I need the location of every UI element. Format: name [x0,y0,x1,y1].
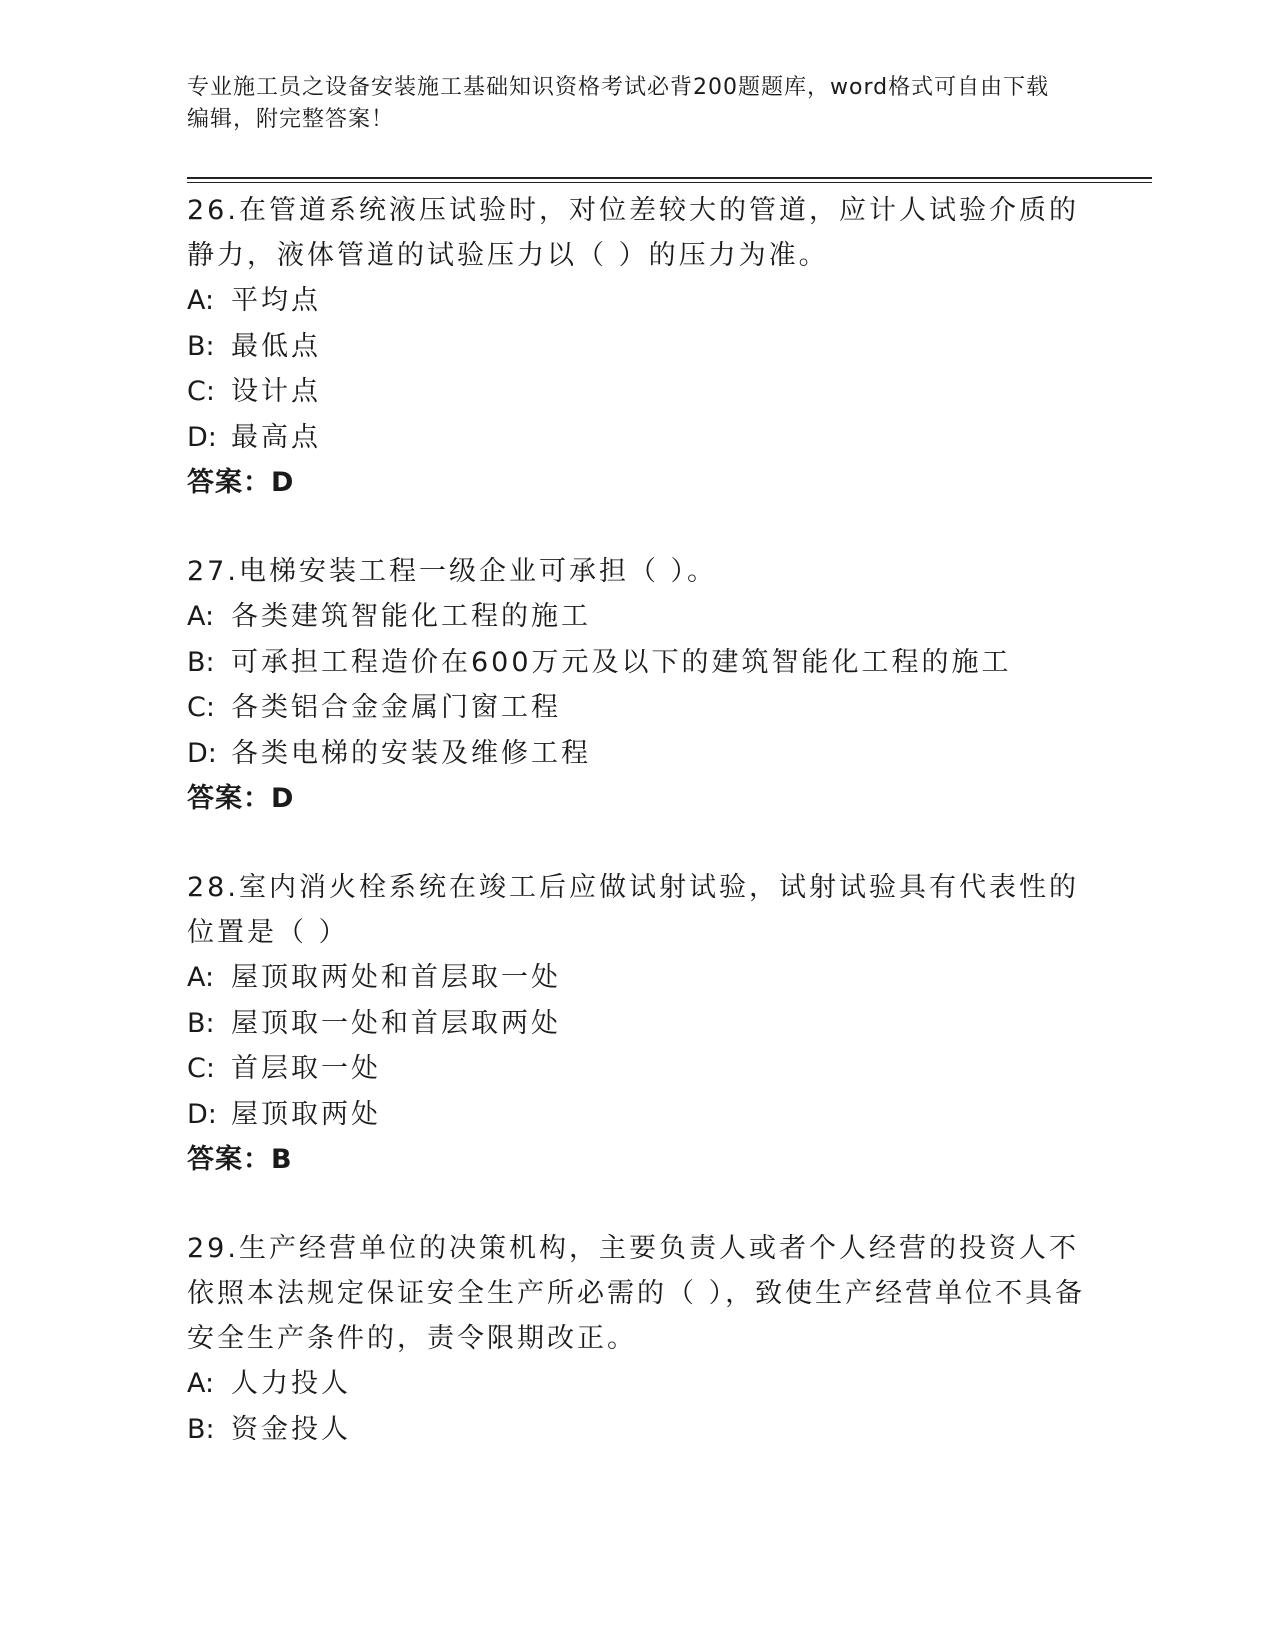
document-header: 专业施工员之设备安装施工基础知识资格考试必背200题题库，word格式可自由下载编辑，附完整答案！ [187,75,1050,132]
option-a [187,955,1087,1001]
option-text: 平均点 [231,285,321,316]
option-key: D: [187,737,217,769]
option-text: 各类铝合金金属门窗工程 [231,692,561,723]
question-28 [187,865,1087,1182]
option-text: 最低点 [231,330,321,362]
question-text: 26.在管道系统液压试验时，对位差较大的管道，应计人试验介质的静力，液体管道的试验压力以（ ）的压力为准。 [187,195,1079,271]
option-d [187,415,1087,461]
option-c [187,369,1087,415]
option-key: B: [187,1007,215,1039]
answer: 答案：D [187,467,295,498]
option-key: D: [187,1098,217,1130]
option-a [187,278,1087,324]
option-key: C: [187,1053,215,1084]
option-a [187,594,1087,640]
option-text: 人力投人 [231,1368,351,1399]
option-c [187,685,1087,731]
question-29 [187,1226,1087,1452]
option-text: 各类电梯的安装及维修工程 [231,737,591,769]
option-key: B: [187,1413,215,1445]
option-key: A: [187,601,215,632]
option-a [187,1361,1087,1407]
question-text: 27.电梯安装工程一级企业可承担（ ）。 [187,556,718,587]
option-text: 屋顶取一处和首层取两处 [231,1007,561,1039]
option-d [187,1092,1087,1138]
option-text: 最高点 [231,421,321,453]
header-divider-thin [187,182,1152,183]
option-text: 设计点 [231,376,321,407]
option-key: B: [187,330,215,362]
option-key: A: [187,1368,215,1399]
option-b [187,324,1087,370]
option-key: A: [187,285,215,316]
option-key: C: [187,692,215,723]
option-text: 首层取一处 [231,1053,381,1084]
option-key: A: [187,962,215,993]
question-27 [187,549,1087,821]
option-text: 资金投人 [231,1413,351,1445]
option-text: 各类建筑智能化工程的施工 [231,601,591,632]
answer: 答案：B [187,1144,293,1175]
question-list [187,188,1087,1496]
option-text: 屋顶取两处和首层取一处 [231,962,561,993]
option-text: 可承担工程造价在600万元及以下的建筑智能化工程的施工 [231,646,1012,678]
answer: 答案：D [187,783,295,814]
question-text: 29.生产经营单位的决策机构，主要负责人或者个人经营的投资人不依照本法规定保证安全生产所必需的（ ），致使生产经营单位不具备安全生产条件的，责令限期改正。 [187,1233,1086,1354]
option-b [187,1407,1087,1453]
option-text: 屋顶取两处 [231,1098,381,1130]
question-text: 28.室内消火栓系统在竣工后应做试射试验，试射试验具有代表性的位置是（ ） [187,872,1079,948]
header-divider-thick [187,177,1152,179]
option-d [187,731,1087,777]
option-key: D: [187,421,217,453]
option-b [187,640,1087,686]
option-key: C: [187,376,215,407]
option-key: B: [187,646,215,678]
question-26 [187,188,1087,505]
option-b [187,1001,1087,1047]
option-c [187,1046,1087,1092]
